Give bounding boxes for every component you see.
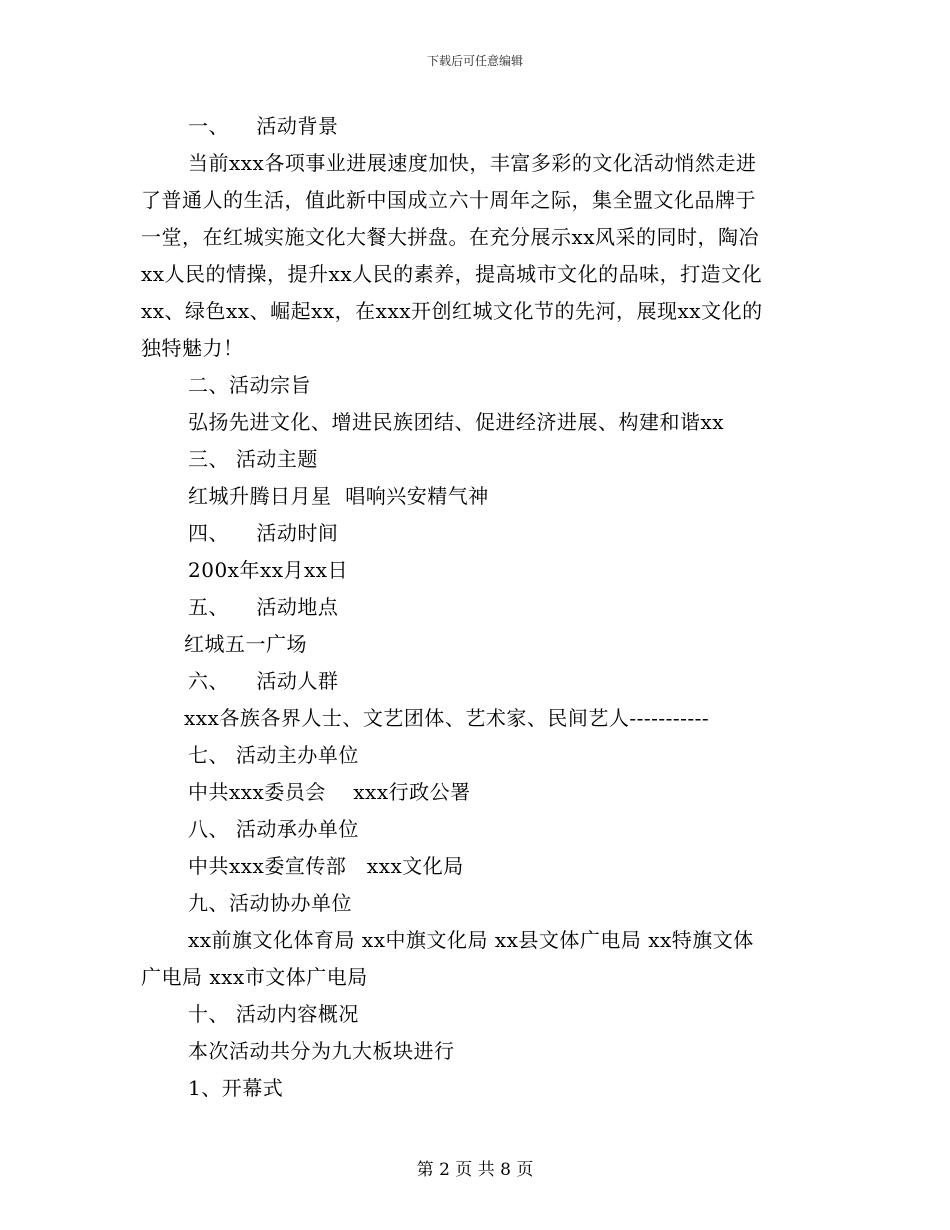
heading-co-organizer: 九、活动协办单位 (188, 891, 352, 915)
paragraph-line: 了普通人的生活，值此新中国成立六十周年之际，集全盟文化品牌于 (141, 188, 756, 212)
co-organizer-text: xx前旗文化体育局 xx中旗文化局 xx县文体广电局 xx特旗文体 (188, 928, 754, 952)
overview-text: 本次活动共分为九大板块进行 (188, 1039, 455, 1063)
location-text: 红城五一广场 (184, 632, 307, 656)
host-text: 中共xxx委宣传部 xxx文化局 (188, 854, 464, 878)
paragraph-line: 独特魅力！ (141, 336, 244, 360)
heading-background: 一、 活动背景 (188, 114, 339, 138)
heading-location: 五、 活动地点 (188, 595, 339, 619)
theme-text: 红城升腾日月星 唱响兴安精气神 (188, 484, 489, 508)
heading-audience: 六、 活动人群 (188, 669, 339, 693)
list-item-opening: 1、开幕式 (188, 1076, 284, 1100)
heading-organizer: 七、 活动主办单位 (188, 743, 359, 767)
page-number: 第 2 页 共 8 页 (416, 1160, 534, 1180)
page-header: 下载后可任意编辑 (426, 54, 523, 68)
heading-host: 八、 活动承办单位 (188, 817, 359, 841)
paragraph-line: xx、绿色xx、崛起xx，在xxx开创红城文化节的先河，展现xx文化的 (141, 299, 763, 323)
time-text: 200x年xx月xx日 (188, 558, 349, 582)
heading-theme: 三、 活动主题 (188, 447, 318, 471)
heading-time: 四、 活动时间 (188, 521, 339, 545)
heading-overview: 十、 活动内容概况 (188, 1002, 359, 1026)
audience-text: xxx各族各界人士、文艺团体、艺术家、民间艺人----------- (184, 706, 710, 730)
paragraph-line: xx人民的情操，提升xx人民的素养，提高城市文化的品味，打造文化 (141, 262, 763, 286)
heading-purpose: 二、活动宗旨 (188, 373, 311, 397)
co-organizer-text: 广电局 xxx市文体广电局 (141, 965, 368, 989)
paragraph-line: 当前xxx各项事业进展速度加快，丰富多彩的文化活动悄然走进 (188, 151, 757, 175)
paragraph-line: 一堂，在红城实施文化大餐大拼盘。在充分展示xx风采的同时，陶冶 (141, 225, 760, 249)
purpose-text: 弘扬先进文化、增进民族团结、促进经济进展、构建和谐xx (188, 410, 725, 434)
organizer-text: 中共xxx委员会 xxx行政公署 (188, 780, 471, 804)
